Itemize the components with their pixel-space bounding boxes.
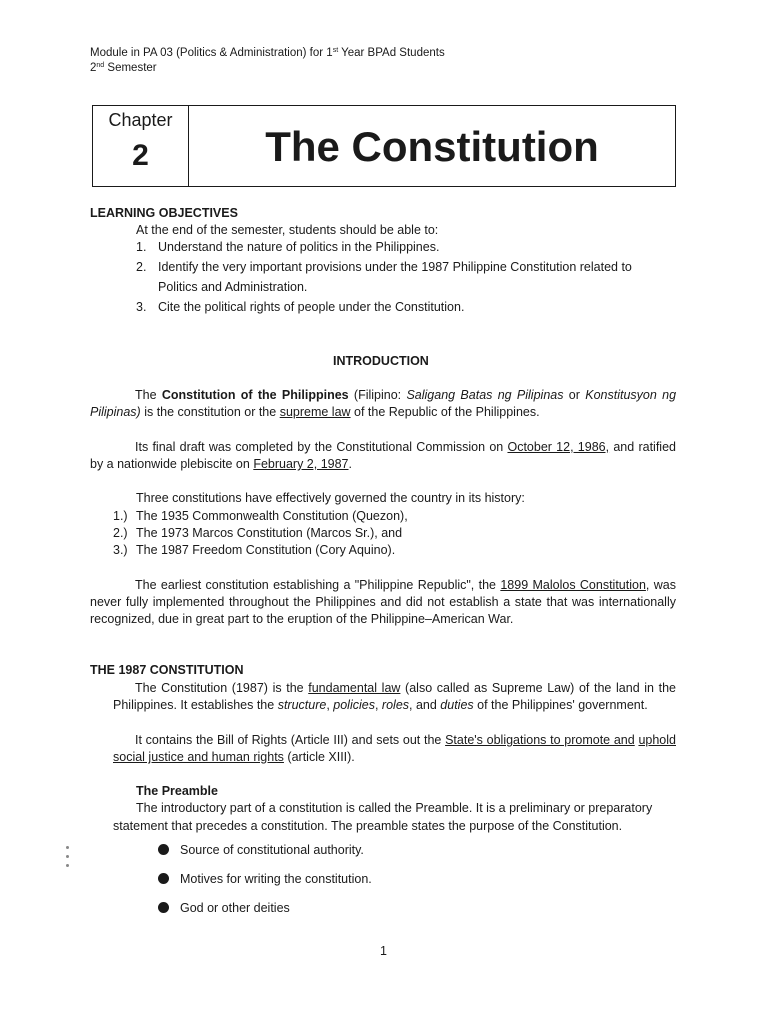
- header-line-1: Module in PA 03 (Politics & Administration) for 1st Year BPAd Students: [90, 47, 445, 59]
- chapter-number: 2: [132, 139, 149, 172]
- objective-item: 3. Cite the political rights of people under the Constitution.: [136, 300, 465, 314]
- page-title: The Constitution: [265, 123, 599, 170]
- chapter-cell: [93, 106, 189, 186]
- section-heading-1987: THE 1987 CONSTITUTION: [90, 663, 244, 677]
- constitution-list-item: 3.) The 1987 Freedom Constitution (Cory Aquino).: [113, 543, 396, 557]
- c1987-paragraph-2: It contains the Bill of Rights (Article III) and sets out the State's obligations to promote and uphold social justice and human rights (article XIII).: [113, 733, 676, 764]
- preamble-heading: The Preamble: [136, 784, 218, 798]
- bullet-dot-icon: [158, 902, 169, 913]
- constitution-list-item: 1.) The 1935 Commonwealth Constitution (Quezon),: [113, 509, 408, 523]
- objective-item: 1. Understand the nature of politics in the Philippines.: [136, 240, 440, 254]
- intro-paragraph-2: Its final draft was completed by the Constitutional Commission on October 12, 1986, and ratified by a nationwide plebiscite on February 2, 1987.: [90, 440, 676, 471]
- intro-paragraph-4: The earliest constitution establishing a "Philippine Republic", the 1899 Malolos Constitution, was never fully implemented throughout the Philippines and did not establish a state that was internationally recognized, due in great part to the eruption of the Philippine–American War.: [90, 578, 676, 626]
- title-cell: [189, 106, 675, 186]
- preamble-bullet: God or other deities: [158, 901, 290, 915]
- bullet-dot-icon: [158, 873, 169, 884]
- objectives-intro: At the end of the semester, students should be able to:: [136, 223, 439, 237]
- introduction-heading: INTRODUCTION: [333, 354, 429, 368]
- intro-paragraph-3: Three constitutions have effectively governed the country in its history:: [136, 491, 525, 505]
- document-header: [90, 46, 445, 76]
- header-line-2: 2nd Semester: [90, 62, 157, 74]
- objectives-heading: LEARNING OBJECTIVES: [90, 206, 238, 220]
- bullet-dot-icon: [158, 844, 169, 855]
- preamble-line-2: statement that precedes a constitution. The preamble states the purpose of the Constitution.: [113, 819, 623, 833]
- preamble-line-1: The introductory part of a constitution is called the Preamble. It is a preliminary or preparatory: [136, 801, 653, 815]
- page-number: 1: [380, 944, 387, 958]
- preamble-bullet: Motives for writing the constitution.: [158, 872, 372, 886]
- intro-paragraph-1: The Constitution of the Philippines (Filipino: Saligang Batas ng Pilipinas or Konstitusyon ng Pilipinas) is the constitution or the supreme law of the Republic of the Philippines.: [90, 388, 677, 419]
- objective-item: 2. Identify the very important provisions under the 1987 Philippine Constitution related to: [136, 260, 632, 274]
- objective-item-continuation: Politics and Administration.: [158, 280, 308, 294]
- margin-dots: [66, 846, 69, 873]
- preamble-bullet: Source of constitutional authority.: [158, 843, 364, 857]
- constitution-list-item: 2.) The 1973 Marcos Constitution (Marcos Sr.), and: [113, 526, 403, 540]
- chapter-title-box: [92, 105, 676, 187]
- c1987-paragraph-1: The Constitution (1987) is the fundamental law (also called as Supreme Law) of the land in the Philippines. It establishes the structure, policies, roles, and duties of the Philippines' government.: [113, 681, 677, 712]
- chapter-label: Chapter: [108, 110, 173, 130]
